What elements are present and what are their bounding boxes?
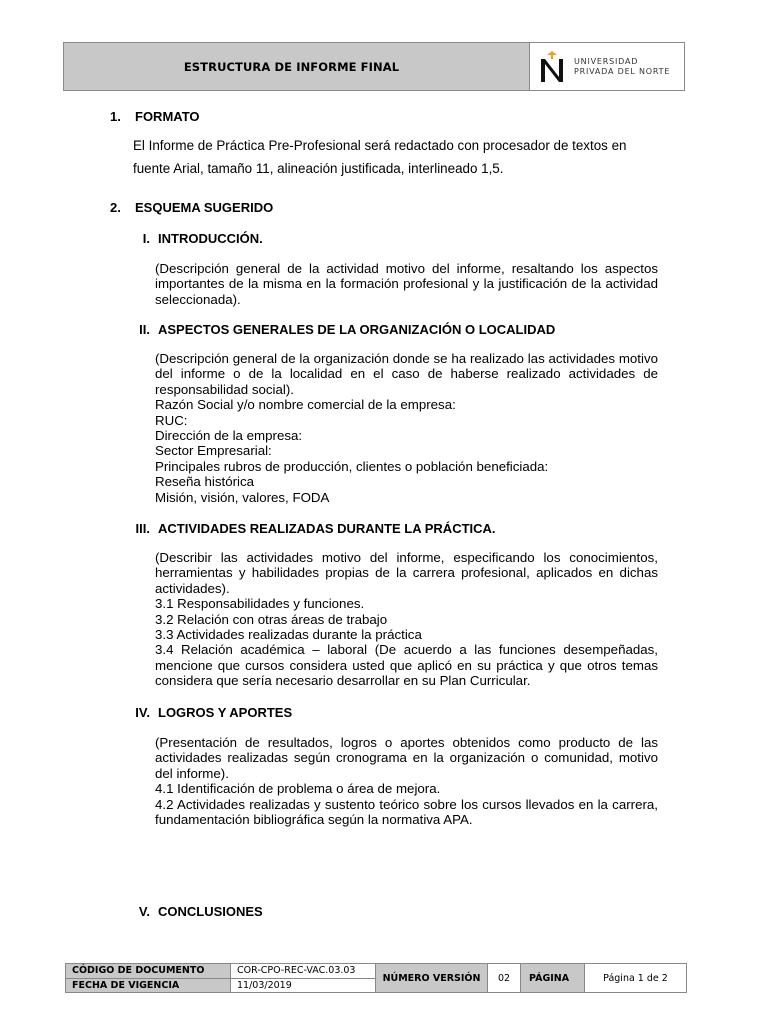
- subsection-number: II.: [139, 322, 150, 337]
- logo-line-1: UNIVERSIDAD: [574, 56, 639, 66]
- subsection-intro-heading: [142, 231, 263, 246]
- list-item: 3.4 Relación académica – laboral (De acuerdo a las funciones desempeñadas, mencione que cursos considera usted que aplicó en su práctica y que otros temas considera que sería necesario desarrollar en su Plan Curricular.: [155, 642, 658, 689]
- intro-paragraph: (Descripción general de la actividad motivo del informe, resaltando los aspectos importantes de la misma en la formación profesional y la justificación de la actividad seleccionada).: [155, 261, 658, 307]
- version-label: NÚMERO VERSIÓN: [376, 964, 488, 992]
- subsection-number: V.: [138, 904, 150, 919]
- list-item: 3.3 Actividades realizadas durante la práctica: [155, 627, 422, 643]
- subsection-title: INTRODUCCIÓN.: [158, 231, 263, 246]
- subsection-title: ACTIVIDADES REALIZADAS DURANTE LA PRÁCTICA.: [158, 521, 496, 536]
- subsection-actividades-heading: [135, 521, 496, 536]
- pagina-label: PÁGINA: [521, 964, 585, 992]
- intro-block: [155, 261, 658, 307]
- subsection-title: LOGROS Y APORTES: [158, 705, 293, 720]
- list-item: 3.1 Responsabilidades y funciones.: [155, 596, 365, 612]
- list-item: Razón Social y/o nombre comercial de la empresa:: [155, 397, 456, 413]
- list-item: Principales rubros de producción, clientes o población beneficiada:: [155, 458, 549, 474]
- version-value: 02: [488, 964, 521, 992]
- fecha-label: FECHA DE VIGENCIA: [66, 978, 230, 993]
- formato-paragraph: El Informe de Práctica Pre-Profesional será redactado con procesador de textos en fuente Arial, tamaño 11, alineación justificada, interlineado 1,5.: [133, 138, 627, 176]
- subsection-number: III.: [135, 521, 150, 536]
- fecha-value: 11/03/2019: [231, 978, 375, 993]
- aspectos-block: [155, 351, 658, 505]
- subsection-title: ASPECTOS GENERALES DE LA ORGANIZACIÓN O LOCALIDAD: [158, 322, 556, 337]
- codigo-value: COR-CPO-REC-VAC.03.03: [237, 965, 356, 977]
- list-item: RUC:: [155, 412, 188, 428]
- actividades-paragraph: (Describir las actividades motivo del informe, especificando los conocimientos, herramientas y habilidades propias de la carrera profesional, aplicados en dichas actividades).: [155, 550, 658, 596]
- document-footer: [65, 963, 687, 993]
- list-item: Misión, visión, valores, FODA: [155, 489, 330, 505]
- subsection-title: CONCLUSIONES: [158, 904, 263, 919]
- section-number: 1.: [110, 109, 121, 124]
- subsection-logros-heading: [135, 705, 293, 720]
- subsection-aspectos-heading: [139, 322, 556, 337]
- list-item: 3.2 Relación con otras áreas de trabajo: [155, 611, 388, 627]
- list-item: 4.2 Actividades realizadas y sustento teórico sobre los cursos llevados en la carrera, fundamentación bibliográfica según la normativa APA.: [155, 796, 658, 828]
- subsection-conclusiones-heading: [138, 904, 263, 919]
- university-logo: [530, 43, 684, 90]
- codigo-label: CÓDIGO DE DOCUMENTO: [66, 964, 230, 978]
- subsection-number: IV.: [135, 705, 150, 720]
- header-title: ESTRUCTURA DE INFORME FINAL: [64, 43, 530, 90]
- document-header: [63, 42, 685, 91]
- upn-logo-icon: [538, 50, 568, 84]
- list-item: 4.1 Identificación de problema o área de mejora.: [155, 781, 441, 797]
- section-number: 2.: [110, 200, 121, 215]
- list-item: Reseña histórica: [155, 474, 255, 490]
- logros-paragraph: (Presentación de resultados, logros o aportes obtenidos como producto de las actividades realizadas según cronograma en la organización o comunidad, motivo del informe).: [155, 735, 658, 781]
- pagina-value: Página 1 de 2: [603, 972, 668, 984]
- logros-block: [155, 735, 658, 827]
- section-title: FORMATO: [135, 109, 200, 124]
- section-title: ESQUEMA SUGERIDO: [135, 200, 274, 215]
- logo-line-2: PRIVADA DEL NORTE: [574, 66, 671, 76]
- list-item: Sector Empresarial:: [155, 443, 272, 459]
- actividades-block: [155, 550, 658, 689]
- list-item: Dirección de la empresa:: [155, 428, 303, 444]
- subsection-number: I.: [142, 231, 150, 246]
- aspectos-paragraph: (Descripción general de la organización donde se ha realizado las actividades motivo del informe o de la localidad en el caso de haberse realizado actividades de responsabilidad social).: [155, 351, 658, 397]
